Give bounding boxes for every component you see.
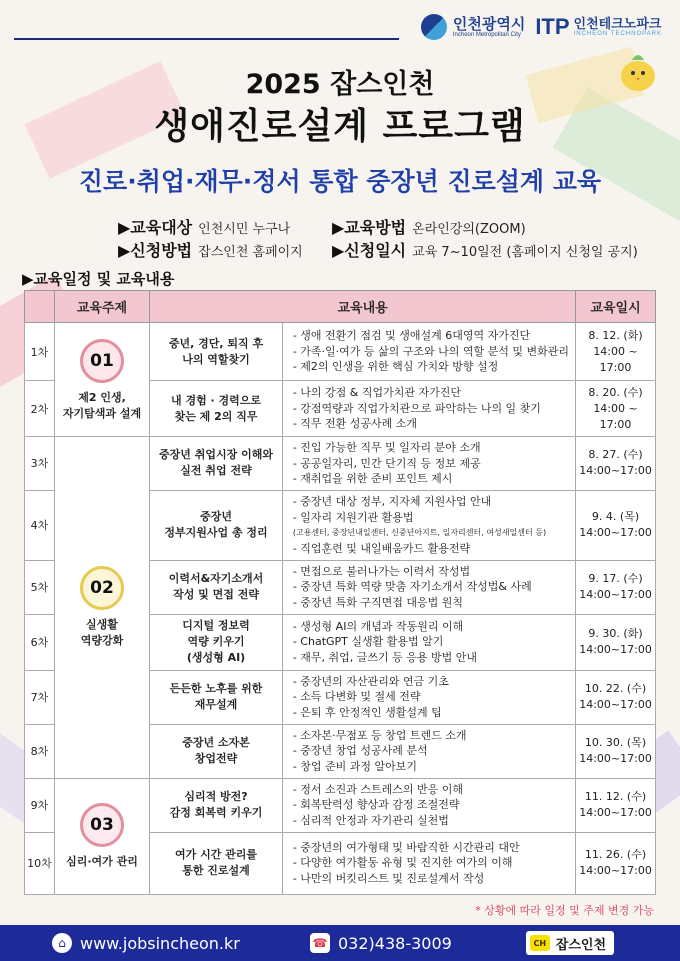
footer-kakao-channel[interactable] bbox=[526, 931, 614, 955]
subtopic-line: 심리적 방전? bbox=[184, 790, 248, 803]
content-item: - 중장년 특화 구직면접 대응법 원칙 bbox=[292, 595, 464, 609]
content-item: - 중장년 특화 역량 맞춤 자기소개서 작성법& 사례 bbox=[292, 580, 532, 594]
incheon-logo bbox=[421, 14, 525, 40]
topic-line: 실생활 bbox=[86, 618, 118, 632]
page-subtitle: 진로·취업·재무·정서 통합 중장년 진로설계 교육 bbox=[78, 167, 602, 196]
content-item: - 소자본·무점포 등 창업 트렌드 소개 bbox=[292, 728, 467, 742]
content-item: - 공공일자리, 민간 단기직 등 정보 제공 bbox=[292, 456, 481, 470]
itp-logo-mark: ITP bbox=[535, 14, 570, 39]
subtopic-line: 나의 역할찾기 bbox=[182, 352, 250, 366]
topic-cell bbox=[54, 437, 149, 779]
date-cell bbox=[576, 832, 656, 894]
content-item: - 제2의 인생을 위한 핵심 가치와 방향 설정 bbox=[292, 360, 499, 374]
topic-badge: 01 bbox=[80, 339, 124, 383]
topic-badge: 03 bbox=[80, 803, 124, 847]
row-number: 3차 bbox=[25, 437, 55, 491]
header-rule bbox=[14, 38, 399, 40]
date-text: 8. 27. (수) bbox=[588, 448, 643, 462]
date-cell bbox=[576, 437, 656, 491]
info-period bbox=[332, 238, 638, 261]
phone-icon: ☎ bbox=[310, 933, 330, 953]
date-cell bbox=[576, 670, 656, 724]
row-number: 10차 bbox=[25, 832, 55, 894]
subtopic-line: 역량 키우기 bbox=[187, 635, 245, 648]
info-apply-value: 잡스인천 홈페이지 bbox=[198, 245, 303, 260]
subtopic-line: 찾는 제 2의 직무 bbox=[174, 409, 258, 423]
content-cell bbox=[282, 670, 575, 724]
subtopic-line: 중장년 취업시장 이해와 bbox=[159, 448, 273, 462]
subtopic-cell bbox=[150, 832, 283, 894]
title-year: 2025 잡스인천 bbox=[245, 69, 435, 100]
info-apply bbox=[118, 238, 303, 261]
footer-kakao-text: 잡스인천 bbox=[555, 937, 606, 953]
subtopic-line: 중장년 bbox=[200, 510, 232, 523]
content-cell bbox=[282, 724, 575, 778]
date-text: 8. 12. (화) bbox=[588, 328, 643, 342]
time-text: 14:00~17:00 bbox=[579, 864, 652, 877]
content-item: - 가족·일·여가 등 삶의 구조와 나의 역할 분석 및 변화관리 bbox=[292, 344, 570, 358]
schedule-table bbox=[24, 290, 656, 895]
subtopic-line: 디지털 정보력 bbox=[182, 619, 250, 632]
date-text: 11. 26. (수) bbox=[584, 848, 647, 861]
content-item: - 나만의 버킷리스트 및 진로설계서 작성 bbox=[292, 871, 485, 885]
table-row bbox=[25, 437, 656, 491]
content-item: - 은퇴 후 안정적인 생활설계 팁 bbox=[292, 705, 442, 719]
subtopic-cell bbox=[150, 437, 283, 491]
topic-line: 역량강화 bbox=[80, 634, 124, 648]
content-item: - 직무 전환 성공사례 소개 bbox=[292, 417, 418, 431]
content-item: - 소득 다변화 및 절세 전략 bbox=[292, 690, 421, 704]
content-cell bbox=[282, 437, 575, 491]
home-icon: ⌂ bbox=[52, 933, 72, 953]
subtopic-line: 중년, 경단, 퇴직 후 bbox=[168, 336, 264, 350]
header-logos bbox=[421, 14, 662, 40]
subtopic-line: (생성형 AI) bbox=[186, 651, 246, 664]
subtopic-line: 실전 취업 전략 bbox=[180, 464, 252, 478]
subtopic-line: 중장년 소자본 bbox=[182, 736, 250, 749]
content-item: - 회복탄력성 향상과 감정 조절전략 bbox=[292, 798, 460, 812]
time-text: 14:00~17:00 bbox=[579, 752, 652, 765]
header-content: 교육내용 bbox=[150, 291, 576, 323]
date-text: 10. 22. (수) bbox=[584, 682, 647, 695]
content-item: - 중장년의 여가형태 및 바람직한 시간관리 대안 bbox=[292, 840, 520, 854]
row-number: 6차 bbox=[25, 614, 55, 670]
content-item: - 생성형 AI의 개념과 작동원리 이해 bbox=[292, 619, 464, 633]
row-number: 8차 bbox=[25, 724, 55, 778]
content-item: - 심리적 안정과 자기관리 실천법 bbox=[292, 813, 449, 827]
table-row bbox=[25, 778, 656, 832]
date-cell bbox=[576, 560, 656, 614]
date-text: 11. 12. (수) bbox=[584, 790, 647, 803]
footer-phone-text: 032)438-3009 bbox=[338, 933, 452, 953]
content-item: - 생애 전환기 점검 및 생애설계 6대영역 자가진단 bbox=[292, 329, 531, 343]
incheon-logo-ko: 인천광역시 bbox=[452, 15, 526, 33]
content-item: - 면접으로 불러나가는 이력서 작성법 bbox=[292, 564, 471, 578]
subtopic-line: 내 경험 · 경력으로 bbox=[170, 393, 262, 407]
subtopic-line: 정부지원사업 총 정리 bbox=[164, 526, 268, 539]
info-target bbox=[118, 215, 290, 238]
date-text: 9. 17. (수) bbox=[588, 572, 643, 585]
subtopic-line: 여가 시간 관리를 bbox=[174, 848, 258, 861]
date-cell bbox=[576, 724, 656, 778]
content-item: (고용센터, 중장년내일센터, 신중년아지트, 일자리센터, 여성새일센터 등) bbox=[292, 528, 547, 537]
content-cell bbox=[282, 490, 575, 560]
content-item: - 일자리 지원기관 활용법 bbox=[292, 510, 414, 524]
subtopic-cell bbox=[150, 778, 283, 832]
change-notice: * 상황에 따라 일정 및 주제 변경 가능 bbox=[475, 904, 654, 917]
date-cell bbox=[576, 381, 656, 437]
itp-logo-en: INCHEON TECHNOPARK bbox=[573, 31, 662, 37]
time-text: 14:00~17:00 bbox=[579, 464, 652, 478]
time-text: 14:00~17:00 bbox=[579, 526, 652, 539]
time-text: 14:00~17:00 bbox=[579, 698, 652, 711]
content-cell bbox=[282, 381, 575, 437]
content-item: - 강점역량과 직업가치관으로 파악하는 나의 일 찾기 bbox=[292, 401, 541, 415]
content-item: - 중장년의 자산관리와 연금 기초 bbox=[292, 674, 449, 688]
footer-website[interactable] bbox=[52, 933, 240, 953]
date-cell bbox=[576, 490, 656, 560]
subtopic-cell bbox=[150, 614, 283, 670]
time-text: 14:00~17:00 bbox=[579, 806, 652, 819]
subtopic-cell bbox=[150, 323, 283, 381]
date-text: 8. 20. (수) bbox=[588, 385, 643, 399]
time-text: 14:00 ~ 17:00 bbox=[593, 344, 638, 374]
subtopic-line: 든든한 노후를 위한 bbox=[169, 682, 263, 695]
subtopic-line: 이력서&자기소개서 bbox=[168, 572, 264, 585]
itp-logo-ko: 인천테크노파크 bbox=[573, 16, 662, 31]
subtopic-cell bbox=[150, 560, 283, 614]
date-cell bbox=[576, 614, 656, 670]
content-item: - 직업훈련 및 내일배움카드 활용전략 bbox=[292, 541, 471, 555]
content-cell bbox=[282, 614, 575, 670]
content-cell bbox=[282, 560, 575, 614]
info-method-value: 온라인강의(ZOOM) bbox=[412, 222, 526, 237]
date-text: 10. 30. (목) bbox=[584, 736, 647, 749]
subtopic-cell bbox=[150, 670, 283, 724]
time-text: 14:00 ~ 17:00 bbox=[593, 401, 638, 431]
date-text: 9. 30. (화) bbox=[588, 627, 643, 640]
row-number: 2차 bbox=[25, 381, 55, 437]
row-number: 7차 bbox=[25, 670, 55, 724]
content-cell bbox=[282, 323, 575, 381]
table-row bbox=[25, 323, 656, 381]
table-header-row bbox=[25, 291, 656, 323]
content-item: - 중장년 창업 성공사례 분석 bbox=[292, 744, 428, 758]
header-topic: 교육주제 bbox=[54, 291, 149, 323]
info-period-label: ▶신청일시 bbox=[332, 241, 407, 260]
info-target-value: 인천시민 누구나 bbox=[198, 222, 291, 237]
content-item: - 재취업을 위한 준비 포인트 제시 bbox=[292, 472, 453, 485]
info-period-value: 교육 7~10일전 (홈페이지 신청일 공지) bbox=[412, 245, 638, 260]
row-number: 4차 bbox=[25, 490, 55, 560]
content-item: - 재무, 취업, 글쓰기 등 응용 방법 안내 bbox=[292, 650, 478, 664]
footer-website-text: www.jobsincheon.kr bbox=[80, 933, 240, 953]
date-text: 9. 4. (목) bbox=[591, 510, 640, 523]
content-item: - 진입 가능한 직무 및 일자리 분야 소개 bbox=[292, 441, 481, 454]
section-title: ▶교육일정 및 교육내용 bbox=[22, 270, 175, 288]
table-body bbox=[25, 323, 656, 895]
content-item: - ChatGPT 실생활 활용법 알기 bbox=[292, 635, 444, 649]
subtopic-line: 통한 진로설계 bbox=[182, 864, 250, 877]
row-number: 5차 bbox=[25, 560, 55, 614]
subtopic-cell bbox=[150, 724, 283, 778]
subtopic-line: 재무설계 bbox=[194, 698, 238, 711]
content-cell bbox=[282, 778, 575, 832]
row-number: 1차 bbox=[25, 323, 55, 381]
footer-bar bbox=[0, 925, 680, 961]
topic-badge: 02 bbox=[80, 566, 124, 610]
time-text: 14:00~17:00 bbox=[579, 643, 652, 656]
subtopic-cell bbox=[150, 381, 283, 437]
topic-cell bbox=[54, 778, 149, 894]
row-number: 9차 bbox=[25, 778, 55, 832]
topic-line: 자기탐색과 설계 bbox=[62, 406, 142, 420]
subtopic-line: 감정 회복력 키우기 bbox=[169, 806, 263, 819]
page-title: 생애진로설계 프로그램 bbox=[154, 106, 526, 147]
footer-phone[interactable] bbox=[310, 933, 452, 953]
kakao-channel-icon: CH bbox=[530, 935, 550, 951]
topic-line: 심리·여가 관리 bbox=[66, 855, 138, 868]
subtopic-cell bbox=[150, 490, 283, 560]
content-item: - 중장년 대상 정부, 지자체 지원사업 안내 bbox=[292, 495, 492, 508]
subtopic-line: 창업전략 bbox=[194, 752, 238, 765]
content-cell bbox=[282, 832, 575, 894]
info-method bbox=[332, 215, 526, 238]
topic-cell bbox=[54, 323, 149, 437]
info-method-label: ▶교육방법 bbox=[332, 218, 407, 237]
content-item: - 나의 강점 & 직업가치관 자가진단 bbox=[292, 386, 462, 400]
itp-logo bbox=[535, 14, 662, 40]
info-target-label: ▶교육대상 bbox=[118, 218, 193, 237]
time-text: 14:00~17:00 bbox=[579, 588, 652, 601]
header-date: 교육일시 bbox=[576, 291, 656, 323]
incheon-logo-icon bbox=[421, 14, 447, 40]
date-cell bbox=[576, 778, 656, 832]
date-cell bbox=[576, 323, 656, 381]
content-item: - 다양한 여가활동 유형 및 진지한 여가의 이해 bbox=[292, 856, 513, 870]
topic-line: 제2 인생, bbox=[78, 390, 126, 404]
incheon-logo-en: Incheon Metropolitan City bbox=[452, 31, 521, 38]
content-item: - 창업 준비 과정 알아보기 bbox=[292, 759, 418, 773]
header-no bbox=[25, 291, 55, 323]
subtopic-line: 작성 및 면접 전략 bbox=[173, 588, 259, 601]
info-apply-label: ▶신청방법 bbox=[118, 241, 193, 260]
content-item: - 정서 소진과 스트레스의 반응 이해 bbox=[292, 782, 464, 796]
